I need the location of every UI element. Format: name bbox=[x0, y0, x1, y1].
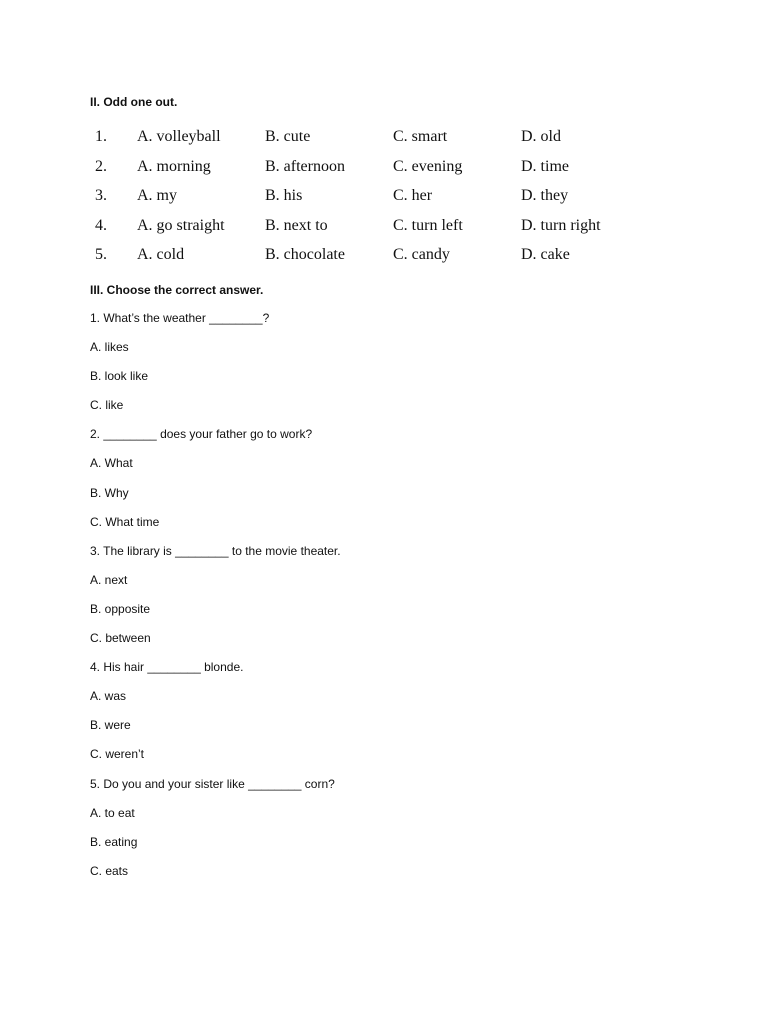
answer-option: C. weren’t bbox=[90, 747, 145, 762]
answer-option: C. eats bbox=[90, 863, 129, 878]
option-c: C. her bbox=[393, 187, 433, 204]
question-prompt: 5. Do you and your sister like ________ corn? bbox=[90, 776, 335, 791]
option-d: D. time bbox=[521, 157, 569, 175]
question-list bbox=[90, 310, 341, 892]
question-prompt: 4. His hair ________ blonde. bbox=[90, 660, 244, 675]
option-d: D. cake bbox=[521, 246, 570, 263]
question-prompt: 3. The library is ________ to the movie theater. bbox=[90, 543, 341, 558]
item-number: 1. bbox=[95, 128, 107, 145]
answer-option: A. next bbox=[90, 572, 128, 587]
answer-option: B. look like bbox=[90, 369, 149, 384]
answer-option: C. between bbox=[90, 631, 151, 646]
answer-option: A. likes bbox=[90, 340, 129, 355]
option-c: C. evening bbox=[393, 157, 463, 175]
option-b: B. chocolate bbox=[265, 246, 345, 263]
item-number: 5. bbox=[95, 246, 107, 263]
option-a: A. cold bbox=[137, 246, 185, 263]
odd-one-out-table bbox=[95, 124, 655, 272]
odd-one-out-row bbox=[95, 213, 655, 243]
answer-option: C. What time bbox=[90, 514, 160, 529]
answer-option: B. eating bbox=[90, 834, 138, 849]
option-c: C. smart bbox=[393, 128, 448, 145]
answer-option: A. What bbox=[90, 456, 133, 471]
option-a: A. morning bbox=[137, 157, 211, 175]
item-number: 2. bbox=[95, 157, 107, 175]
option-d: D. turn right bbox=[521, 216, 601, 234]
option-a: A. volleyball bbox=[137, 128, 221, 145]
odd-one-out-row bbox=[95, 154, 655, 184]
option-a: A. go straight bbox=[137, 216, 225, 234]
option-c: C. candy bbox=[393, 246, 450, 263]
odd-one-out-row bbox=[95, 124, 655, 154]
option-d: D. they bbox=[521, 187, 569, 204]
answer-option: B. were bbox=[90, 718, 131, 733]
option-d: D. old bbox=[521, 128, 561, 145]
option-c: C. turn left bbox=[393, 216, 463, 234]
option-b: B. his bbox=[265, 187, 303, 204]
option-b: B. afternoon bbox=[265, 157, 345, 175]
odd-one-out-row bbox=[95, 242, 655, 272]
option-b: B. cute bbox=[265, 128, 311, 145]
answer-option: A. to eat bbox=[90, 805, 135, 820]
question-prompt: 1. What’s the weather ________? bbox=[90, 311, 270, 325]
odd-one-out-row bbox=[95, 183, 655, 213]
answer-option: B. opposite bbox=[90, 601, 151, 616]
item-number: 3. bbox=[95, 187, 107, 204]
question-prompt: 2. ________ does your father go to work? bbox=[90, 427, 313, 442]
answer-option: A. was bbox=[90, 689, 127, 704]
item-number: 4. bbox=[95, 216, 107, 234]
option-b: B. next to bbox=[265, 216, 328, 234]
section-heading-odd-one-out: II. Odd one out. bbox=[90, 95, 178, 109]
option-a: A. my bbox=[137, 187, 177, 204]
answer-option: B. Why bbox=[90, 485, 129, 500]
answer-option: C. like bbox=[90, 398, 124, 413]
section-heading-choose-answer: III. Choose the correct answer. bbox=[90, 283, 264, 297]
